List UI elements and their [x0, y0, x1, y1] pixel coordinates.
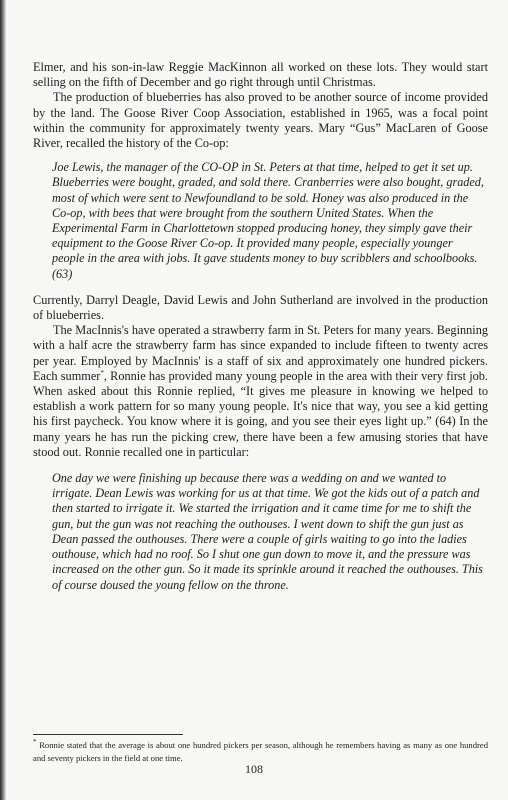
paragraph-blueberries: The production of blueberries has also proved to be another source of income provided by the land. The Goose River Coop Association, established in 1965, was a focal point within the community for approximately twenty years. Mary “Gus” MacLaren of Goose River, recalled the history of the Co-op: — [33, 90, 488, 151]
footnote-marker: * — [33, 738, 37, 747]
page-binding-edge — [0, 0, 6, 800]
paragraph-elmer-lots: Elmer, and his son-in-law Reggie MacKinnon all worked on these lots. They would start selling on the fifth of December and go right through until Christmas. — [33, 60, 488, 90]
paragraph-strawberry-part1: The MacInnis's have operated a strawberry farm in St. Peters for many years. Beginning with a half acre the strawberry farm has since expanded to include fifteen to twenty acres per year. Employed by MacInnis' is a staff of six and approximately one hundred pickers. Each summer — [33, 323, 488, 383]
paragraph-strawberry-farm — [33, 323, 488, 460]
block-quote-coop-history: Joe Lewis, the manager of the CO-OP in St. Peters at that time, helped to get it set up. Blueberries were bought, graded, and sold there. Cranberries were also bought, graded, most of which were sent to Newfoundland to be sold. Honey was also produced in the Co-op, with bees that were brought from the southern United States. When the Experimental Farm in Charlottetown stopped producing honey, they simply gave their equipment to the Goose River Co-op. It provided many people, especially younger people in the area with jobs. It gave students money to buy scribblers and schoolbooks. (63) — [52, 160, 484, 281]
footnote-text: Ronnie stated that the average is about one hundred pickers per season, although he remembers having as many as one hundred and seventy pickers in the field at one time. — [33, 740, 488, 763]
paragraph-strawberry-part2: , Ronnie has provided many young people in the area with their very first job. When asked about this Ronnie replied, “It gives me pleasure in knowing we helped to establish a work pattern for so many young people. It's nice that way, you see a kid getting his first paycheck. You know where it is going, and you see their eyes light up.” (64) In the many years he has run the picking crew, there have been a few amusing stories that have stood out. Ronnie recalled one in particular: — [33, 368, 488, 459]
page-number: 108 — [245, 762, 263, 776]
paragraph-current-producers: Currently, Darryl Deagle, David Lewis and John Sutherland are involved in the production of blueberries. — [33, 292, 488, 323]
block-quote-irrigation-story: One day we were finishing up because there was a wedding on and we wanted to irrigate. Dean Lewis was working for us at that time. We got the kids out of a patch and then started to irrigate it. We started the irrigation and it came time for me to shift the gun, but the gun was not reaching the outhouses. I went down to shift the gun just as Dean passed the outhouses. There were a couple of girls waiting to go into the ladies outhouse, which had no roof. So I shut one gun down to move it, and the pressure was increased on the other gun. So it made its sprinkle around it reached the outhouses. This of course doused the young fellow on the throne. — [52, 471, 483, 592]
page-body — [33, 60, 488, 593]
footnote-divider — [33, 734, 183, 735]
footnote-reference: * — [100, 368, 104, 377]
